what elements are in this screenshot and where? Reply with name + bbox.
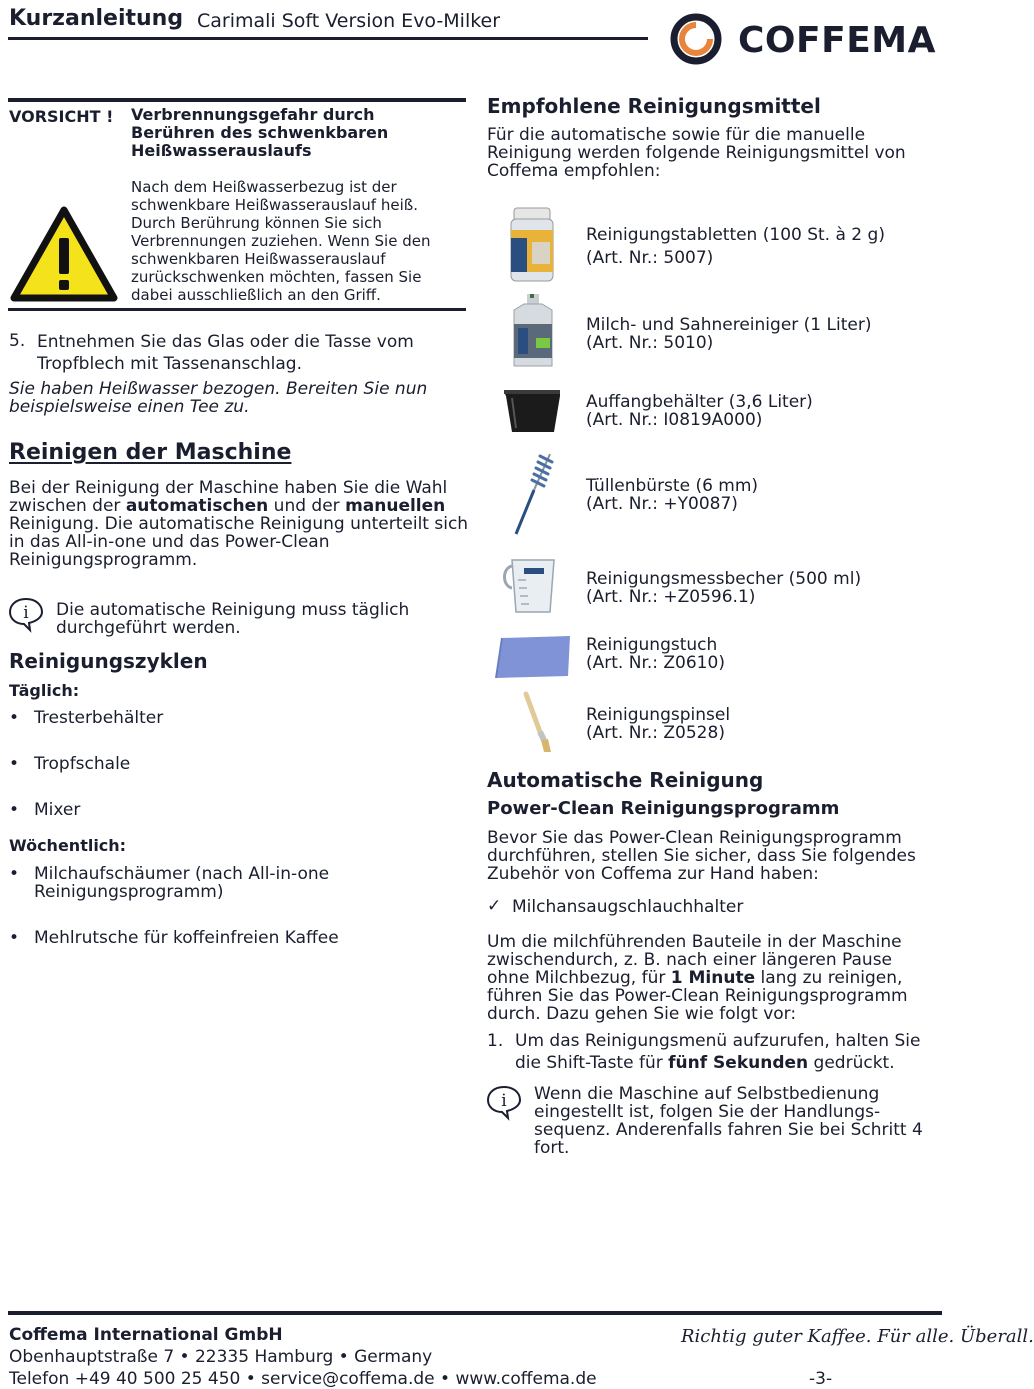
brand-logo-text: COFFEMA bbox=[738, 20, 936, 61]
info-icon bbox=[486, 1085, 522, 1119]
cleaning-intro: Bei der Reinigung der Maschine haben Sie die Wahl zwischen der automatischen und der manuellen Reinigung. Die automatische Reinigung unterteilt sich in das All-in-one und das Power-Clean Reinigungsprogramm. bbox=[9, 478, 469, 570]
product-name: Reinigungspinsel bbox=[586, 705, 731, 725]
product-name: Auffangbehälter (3,6 Liter) bbox=[586, 392, 813, 412]
list-item: Mehlrutsche für koffeinfreien Kaffee bbox=[34, 928, 339, 948]
section-heading-cleaning: Reinigen der Maschine bbox=[9, 440, 292, 465]
product-name: Reinigungstuch bbox=[586, 635, 718, 655]
bullet-icon: • bbox=[9, 864, 20, 884]
check-icon: ✓ bbox=[487, 896, 502, 916]
caution-top-rule bbox=[8, 98, 466, 102]
list-item: Mixer bbox=[34, 800, 81, 820]
svg-text:i: i bbox=[23, 603, 29, 623]
header-divider bbox=[8, 37, 648, 40]
footer-address: Obenhauptstraße 7 • 22335 Hamburg • Germany bbox=[9, 1347, 433, 1367]
step-number: 5. bbox=[9, 331, 26, 351]
bullet-icon: • bbox=[9, 800, 20, 820]
info-icon bbox=[8, 597, 44, 631]
agents-intro: Für die automatische sowie für die manuelle Reinigung werden folgende Reinigungsmittel von Coffema empfohlen: bbox=[487, 125, 906, 181]
page-number: -3- bbox=[809, 1369, 833, 1389]
caution-heading: Verbrennungsgefahr durch Berühren des schwenkbaren Heißwasserauslaufs bbox=[131, 105, 389, 160]
list-item: Milchaufschäumer (nach All-in-one Reinigungsprogramm) bbox=[34, 864, 330, 902]
footer-contact: Telefon +49 40 500 25 450 • service@coffema.de • www.coffema.de bbox=[9, 1369, 597, 1389]
footer-slogan: Richtig guter Kaffee. Für alle. Überall. bbox=[681, 1326, 1034, 1347]
document-title: Kurzanleitung bbox=[9, 6, 184, 31]
product-article: (Art. Nr.: 5010) bbox=[586, 333, 714, 353]
info-note-daily-cleaning: Die automatische Reinigung muss täglich durchgeführt werden. bbox=[56, 600, 410, 638]
step-text: Entnehmen Sie das Glas oder die Tasse vom Tropfblech mit Tassenanschlag. bbox=[37, 332, 414, 374]
product-name: Tüllenbürste (6 mm) bbox=[586, 476, 759, 496]
measuring-cup-icon bbox=[498, 556, 558, 614]
coffema-logo-icon bbox=[669, 12, 723, 66]
info-note-self-service: Wenn die Maschine auf Selbstbedienung eingestellt ist, folgen Sie der Handlungs-sequenz. Anderenfalls fahren Sie bei Schritt 4 fort. bbox=[534, 1084, 923, 1158]
tablet-jar-icon bbox=[508, 208, 556, 282]
svg-text:i: i bbox=[501, 1091, 507, 1111]
product-article: (Art. Nr.: Z0610) bbox=[586, 653, 725, 673]
section-heading-agents: Empfohlene Reinigungsmittel bbox=[487, 94, 821, 118]
product-article: (Art. Nr.: Z0528) bbox=[586, 723, 725, 743]
power-clean-paragraph: Um die milchführenden Bauteile in der Maschine zwischendurch, z. B. nach einer längeren Pause ohne Milchbezug, für 1 Minute lang zu reinigen, führen Sie das Power-Clean Reinigungsprogramm durch. Dazu gehen Sie wie folgt vor: bbox=[487, 932, 908, 1024]
brush-icon bbox=[508, 450, 556, 538]
power-clean-intro: Bevor Sie das Power-Clean Reinigungsprogramm durchführen, stellen Sie sicher, dass Sie folgendes Zubehör von Coffema zur Hand haben: bbox=[487, 828, 916, 884]
section-heading-automatic-cleaning: Automatische Reinigung bbox=[487, 768, 764, 792]
product-article: (Art. Nr.: +Y0087) bbox=[586, 494, 738, 514]
warning-triangle-icon bbox=[10, 206, 118, 302]
bullet-icon: • bbox=[9, 928, 20, 948]
section-heading-cycles: Reinigungszyklen bbox=[9, 649, 208, 673]
step-number: 1. bbox=[487, 1031, 504, 1051]
step-text: Um das Reinigungsmenü aufzurufen, halten Sie die Shift-Taste für fünf Sekunden gedrückt. bbox=[515, 1031, 921, 1073]
product-name: Reinigungsmessbecher (500 ml) bbox=[586, 569, 862, 589]
footer-company: Coffema International GmbH bbox=[9, 1325, 283, 1345]
cleaner-bottle-icon bbox=[510, 294, 556, 368]
product-article: (Art. Nr.: 5007) bbox=[586, 248, 714, 268]
product-article: (Art. Nr.: +Z0596.1) bbox=[586, 587, 756, 607]
weekly-label: Wöchentlich: bbox=[9, 836, 127, 855]
paintbrush-icon bbox=[520, 692, 556, 754]
footer-divider bbox=[8, 1311, 942, 1315]
subsection-heading-power-clean: Power-Clean Reinigungsprogramm bbox=[487, 798, 840, 819]
bullet-icon: • bbox=[9, 708, 20, 728]
document-subtitle: Carimali Soft Version Evo-Milker bbox=[197, 10, 501, 32]
checklist-item: Milchansaugschlauchhalter bbox=[512, 897, 744, 917]
product-article: (Art. Nr.: I0819A000) bbox=[586, 410, 763, 430]
product-name: Milch- und Sahnereiniger (1 Liter) bbox=[586, 315, 872, 335]
cloth-icon bbox=[494, 634, 572, 680]
result-text: Sie haben Heißwasser bezogen. Bereiten Sie nun beispielsweise einen Tee zu. bbox=[9, 379, 428, 417]
caution-label: VORSICHT ! bbox=[9, 107, 114, 126]
list-item: Tresterbehälter bbox=[34, 708, 164, 728]
list-item: Tropfschale bbox=[34, 754, 131, 774]
product-name: Reinigungstabletten (100 St. à 2 g) bbox=[586, 225, 885, 245]
container-icon bbox=[502, 386, 562, 434]
daily-label: Täglich: bbox=[9, 681, 80, 700]
caution-body: Nach dem Heißwasserbezug ist der schwenkbare Heißwasserauslauf heiß. Durch Berührung können Sie sich Verbrennungen zuziehen. Wenn Sie den schwenkbaren Heißwasserauslauf zurückschwenken möchten, fassen Sie dabei ausschließlich an den Griff. bbox=[131, 178, 431, 304]
bullet-icon: • bbox=[9, 754, 20, 774]
caution-bottom-rule bbox=[8, 308, 466, 311]
